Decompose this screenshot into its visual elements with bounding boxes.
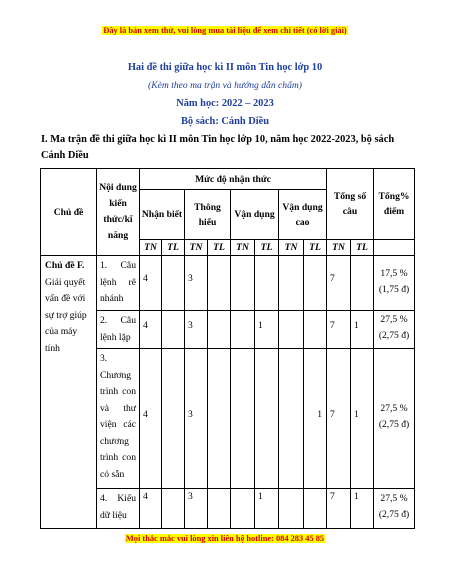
points-value: (2,75 đ): [378, 330, 410, 341]
value-cell: [279, 256, 304, 311]
sub-header-empty: [374, 240, 415, 256]
value-cell: [279, 349, 304, 489]
value-cell: [351, 256, 374, 311]
preview-notice-banner: [0, 26, 450, 35]
value-cell: [231, 489, 255, 529]
book-series: Bộ sách: Cánh Diều: [180, 116, 270, 127]
value-cell: [208, 311, 231, 349]
value-cell: [208, 349, 231, 489]
topic-cell: [41, 256, 97, 529]
table-row: [41, 256, 415, 311]
value-cell: 7: [327, 256, 351, 311]
hotline-text: Mọi thắc mắc vui lòng xin liên hệ hotline: 084 283 45 85: [125, 534, 325, 543]
value-cell: [304, 489, 327, 529]
value-cell: 7: [327, 489, 351, 529]
percent-value: 27,5 %: [380, 493, 408, 504]
section-heading: I. Ma trận đề thi giữa học kì II môn Tin học lớp 10, năm học 2022-2023, bộ sách Cánh Diều: [41, 134, 395, 161]
value-cell: [162, 349, 185, 489]
value-cell: 3: [185, 256, 208, 311]
school-year: Năm học: 2022 – 2023: [176, 98, 274, 109]
sub-header: TL: [162, 240, 185, 256]
content-cell: 2. Câu lệnh lặp: [97, 311, 140, 349]
value-cell: 4: [140, 489, 162, 529]
header-levels: Mức độ nhận thức: [140, 169, 327, 190]
points-value: (1,75 đ): [378, 284, 410, 295]
content-cell: 4. Kiểu dữ liệu: [97, 489, 140, 529]
percent-value: 27,5 %: [380, 403, 408, 414]
value-cell: 3: [185, 311, 208, 349]
content-cell: 3. Chương trình con và thư viện các chương trình con có sẵn: [97, 349, 140, 489]
value-cell: 4: [140, 349, 162, 489]
value-cell: 1: [351, 489, 374, 529]
percent-cell: [374, 349, 415, 489]
header-total: Tổng số câu: [327, 169, 374, 240]
topic-label: Chủ đề F.: [45, 260, 85, 271]
document-title: Hai đề thi giữa học kì II môn Tin học lớp 10: [127, 62, 323, 73]
value-cell: 1: [255, 489, 279, 529]
value-cell: 1: [351, 311, 374, 349]
points-value: (2,75 đ): [378, 509, 410, 520]
sub-header: TN: [231, 240, 255, 256]
sub-header: TN: [185, 240, 208, 256]
sub-header: TN: [279, 240, 304, 256]
header-level-apply: Vận dụng: [231, 190, 279, 240]
sub-header: TL: [208, 240, 231, 256]
value-cell: 4: [140, 256, 162, 311]
percent-cell: [374, 489, 415, 529]
value-cell: [304, 256, 327, 311]
sub-header: TN: [327, 240, 351, 256]
topic-description: Giải quyết vấn đề với sự trợ giúp của máy tính: [45, 276, 87, 354]
exam-matrix-table: [40, 168, 415, 529]
value-cell: [208, 256, 231, 311]
value-cell: [162, 256, 185, 311]
value-cell: 7: [327, 349, 351, 489]
value-cell: 1: [351, 349, 374, 489]
value-cell: [231, 349, 255, 489]
percent-value: 27,5 %: [380, 314, 408, 325]
content-cell: 1. Câu lệnh rẽ nhánh: [97, 256, 140, 311]
header-topic: Chủ đề: [41, 169, 97, 256]
value-cell: [231, 256, 255, 311]
sub-header: TL: [255, 240, 279, 256]
value-cell: [162, 489, 185, 529]
percent-cell: [374, 311, 415, 349]
value-cell: [255, 256, 279, 311]
sub-header: TL: [304, 240, 327, 256]
header-percent: Tổng% điểm: [374, 169, 415, 240]
points-value: (2,75 đ): [378, 419, 410, 430]
value-cell: 7: [327, 311, 351, 349]
value-cell: 1: [255, 311, 279, 349]
sub-header: TL: [351, 240, 374, 256]
table-row: [41, 311, 415, 349]
value-cell: [255, 349, 279, 489]
table-row: [41, 349, 415, 489]
value-cell: 4: [140, 311, 162, 349]
table-row: [41, 489, 415, 529]
percent-value: 17,5 %: [380, 268, 408, 279]
value-cell: [231, 311, 255, 349]
value-cell: [208, 489, 231, 529]
value-cell: [279, 311, 304, 349]
preview-notice-text: Đây là bản xem thử, vui lòng mua tài liệu để xem chi tiết (có lời giải): [103, 26, 347, 35]
value-cell: 3: [185, 489, 208, 529]
hotline-banner: [0, 534, 450, 543]
sub-header: TN: [140, 240, 162, 256]
header-level-understand: Thông hiểu: [185, 190, 231, 240]
document-subtitle: (Kèm theo ma trận và hướng dẫn chấm): [148, 80, 302, 91]
value-cell: 3: [185, 349, 208, 489]
header-content: Nội dung kiến thức/kĩ năng: [97, 169, 140, 256]
value-cell: [279, 489, 304, 529]
value-cell: 1: [304, 349, 327, 489]
header-level-apply-high: Vận dụng cao: [279, 190, 327, 240]
header-level-recognize: Nhận biết: [140, 190, 185, 240]
value-cell: [304, 311, 327, 349]
percent-cell: [374, 256, 415, 311]
value-cell: [162, 311, 185, 349]
